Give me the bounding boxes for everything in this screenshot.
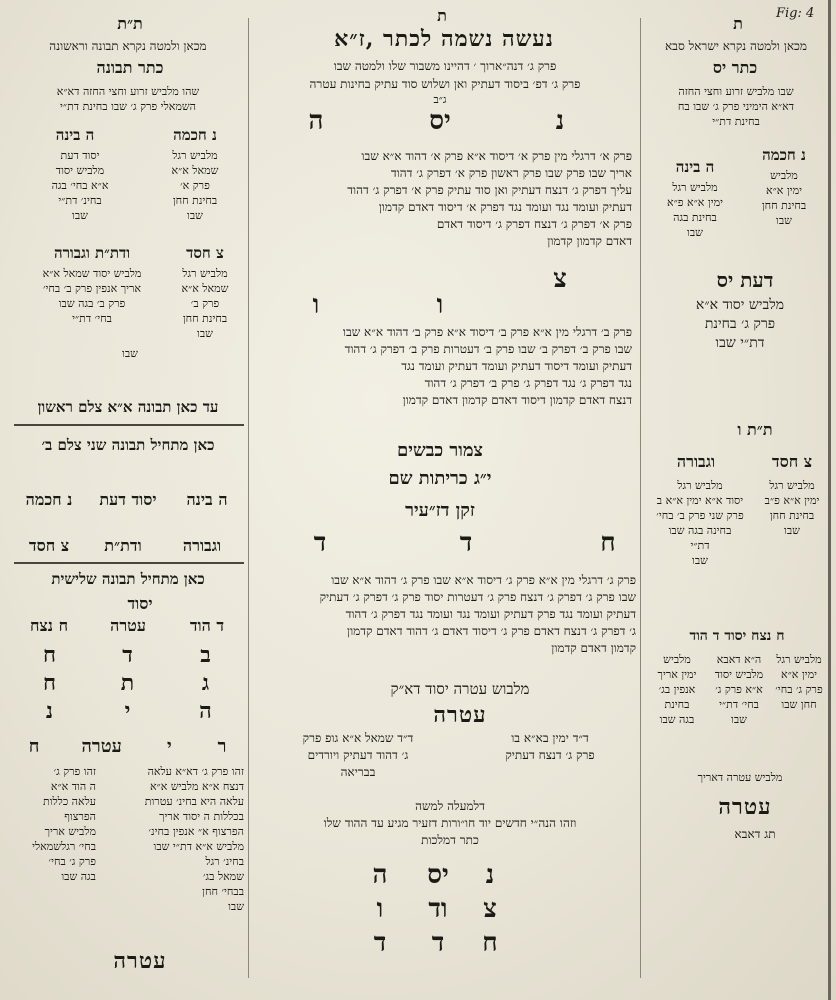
- letter: ח: [482, 928, 498, 958]
- text-line: בחי׳ דת״י: [719, 698, 759, 711]
- text-line: מלביש יסוד: [55, 164, 105, 177]
- row-cell: עטרה: [110, 616, 146, 635]
- text-line: בחינת חחן: [769, 509, 815, 522]
- left-col-b-text: [98, 764, 244, 914]
- text-line: א״א בחי׳ בגה: [51, 179, 109, 192]
- text-line: בחינת חחן: [172, 194, 218, 207]
- atara-left-text: [268, 730, 448, 781]
- text-line: מלביש רגל: [769, 479, 815, 492]
- text-line: בחינת: [664, 698, 690, 711]
- left-yesod-head: יסוד: [127, 594, 153, 613]
- text-line: שבו: [731, 713, 747, 726]
- text-line: יסוד א״א ימין א״א ב: [656, 494, 744, 507]
- text-line: השמאלי פרק ג׳ שבו בחינת דת״י: [60, 100, 196, 113]
- text-line: בחי׳ דת״י: [72, 312, 112, 325]
- text-line: דנצח א״א מלביש א״א: [149, 780, 244, 793]
- row-cell: י: [166, 736, 172, 757]
- row-cell: ח נצח: [29, 616, 69, 635]
- text-line: ג׳ דהוד דעתיק ויורדים: [307, 748, 409, 762]
- text-line: דעתיק ועומד נגד פרק דעתיק ועומד נגד ועומד נגד דפרק ג׳ דהוד: [345, 607, 636, 621]
- text-line: שבו: [692, 554, 708, 567]
- right-title: כתר יס: [712, 58, 758, 77]
- text-line: ד״ד ימין בא״א בו: [511, 731, 589, 745]
- right-hochma-title: נ חכמה: [762, 146, 806, 164]
- letter: ד: [373, 928, 387, 958]
- text-line: שבו: [228, 900, 244, 913]
- text-line: פרק שני פרק ב׳ בחי׳: [656, 509, 744, 522]
- text-line: פרק ג׳ דנצח דעתיק: [505, 748, 595, 762]
- text-line: בחינה בגה שבו: [668, 524, 732, 537]
- text-line: פרק ב׳ דרגלי מין א״א פרק ב׳ דיסוד א״א פרק ב׳ דהוד א״א שבו: [342, 325, 632, 339]
- grid-cell: נ: [45, 698, 55, 724]
- center-block-2: [262, 324, 632, 409]
- letter: צ: [483, 894, 497, 924]
- text-line: דעתיק ועומד דיסוד דעתיק ועומד דעתיק ועומד נגד: [401, 359, 632, 373]
- letter: וד: [428, 894, 448, 924]
- left-grid-row-2: [24, 670, 232, 696]
- left-bina-text: [20, 148, 140, 223]
- right-gevura-title: וגבורה: [676, 452, 716, 471]
- center-letter-mid-c: ו: [436, 290, 444, 320]
- text-line: מלביש יסוד: [714, 668, 764, 681]
- text-line: שבו פרק ג׳ דפרק ג׳ דנצח פרק ג׳ דעטרות יסוד פרק ג׳ דפרק ג׳ דעתיק: [319, 590, 636, 604]
- left-hochma-title: נ חכמה: [173, 126, 217, 144]
- text-line: דא״א הימיני פרק ג׳ שבו בח: [677, 100, 795, 113]
- text-line: נגד דפרק ג׳ נגד דפרק ג׳ פרק ב׳ דפרק ג׳ דהוד: [424, 376, 632, 390]
- bottom-letters-left: [360, 858, 400, 960]
- text-line: אריך שבו פרק שבו פרק ראשון פרק א׳ דפרק ג׳ דהוד: [390, 166, 632, 180]
- text-line: מלביש אריך: [44, 825, 96, 838]
- text-line: מלביש יסוד א״א: [695, 297, 785, 313]
- center-letter-top-c: יס: [429, 106, 451, 136]
- figure-label: Fig: 4: [776, 6, 815, 21]
- right-line-1: מכאן ולמטה נקרא ישראל סבא: [664, 39, 808, 53]
- center-atara: עטרה: [433, 702, 487, 728]
- right-hesed-text: [756, 478, 828, 538]
- right-sub: [646, 84, 826, 129]
- row-cell: ודת״ת: [104, 536, 142, 555]
- left-hesed-title: צ חסד: [186, 244, 224, 262]
- center-block-1: [262, 148, 632, 250]
- center-letter-low-r: ח: [600, 528, 616, 558]
- text-line: חחן שבו: [781, 698, 817, 711]
- text-line: פרק ג׳ דרגלי מין א״א פרק ג׳ דיסוד א״א שבו פרק ג׳ דהוד א״א שבו: [331, 573, 636, 587]
- text-line: אנפין בג׳: [658, 683, 696, 696]
- right-atara: עטרה: [718, 794, 772, 820]
- right-yesod-text: [708, 652, 770, 727]
- text-line: ד״ד שמאל א״א גופ פרק: [302, 731, 414, 745]
- right-nhy-title: ח נצח יסוד ד הוד: [689, 628, 785, 644]
- right-netzach-text: [770, 652, 828, 712]
- right-daat-title: דעת יס: [716, 268, 774, 292]
- left-start-3: כאן מתחיל תבונה שלישית: [51, 570, 205, 588]
- left-line-1: מכאן ולמטה נקרא תבונה וראשונה: [49, 39, 207, 53]
- left-row-head: [14, 616, 242, 636]
- text-line: מלביש רגל: [182, 267, 228, 280]
- text-line: דאדם קדמון קדמון: [547, 234, 632, 248]
- left-end-1: עד כאן תבונה א״א צלם ראשון: [37, 398, 219, 416]
- center-block-3: [256, 572, 636, 657]
- text-line: בחינת חחן: [761, 199, 807, 212]
- bottom-letters-right: [470, 858, 510, 960]
- text-line: מלביש: [770, 169, 798, 182]
- left-sub: [14, 84, 242, 114]
- text-line: ימין א״א פ״ב: [764, 494, 820, 507]
- letter: ה: [372, 860, 388, 890]
- text-line: זהו פרק ג׳ דא״א עלאה: [147, 765, 244, 778]
- center-letter-mid-l: ו: [312, 290, 320, 320]
- text-line: הפרצוף א״ אנפין בחינ׳: [148, 825, 244, 838]
- right-atara-sub: תג דאבא: [734, 827, 776, 841]
- section-tzamar: צמור כבשים: [397, 440, 483, 461]
- text-line: בגה שבו: [61, 870, 96, 883]
- left-start-2: כאן מתחיל תבונה שני צלם ב׳: [41, 436, 215, 454]
- letter: יס: [427, 860, 449, 890]
- text-line: בחינ׳ רגל: [205, 855, 244, 868]
- right-bina-title: ה בינה: [675, 158, 715, 176]
- text-line: ימין א״א פ״א: [666, 196, 723, 209]
- text-line: דת״י: [690, 539, 710, 552]
- right-column-rule: [640, 18, 641, 978]
- left-hesed-text: [168, 266, 242, 341]
- text-line: ימין א״א: [781, 668, 817, 681]
- row-cell: ד הוד: [189, 616, 225, 635]
- text-line: דלמעלה למשה: [415, 799, 485, 813]
- right-marker: ת: [733, 14, 743, 33]
- text-line: קדמון דאדם קדמון: [551, 641, 636, 655]
- center-letter-low-c: ד: [459, 528, 473, 558]
- grid-cell: ג: [201, 670, 211, 696]
- text-line: בחינת דת״י: [712, 115, 760, 128]
- text-line: דעתיק ועומד נגד ועומד נגד דפרק א׳ דיסוד דאדם קדמון: [378, 200, 632, 214]
- row-cell: צ חסד: [28, 536, 70, 555]
- grid-cell: ת: [120, 670, 136, 696]
- letter: נ: [485, 860, 495, 890]
- left-title: כתר תבונה: [96, 58, 164, 77]
- text-line: פרק ב׳: [190, 297, 220, 310]
- right-hesed-title: צ חסד: [771, 452, 813, 471]
- text-line: ה הוד א״א: [50, 780, 96, 793]
- row-cell: ה בינה: [186, 490, 228, 509]
- left-marker: ת״ת: [117, 14, 143, 33]
- center-letter-top-r: נ: [555, 106, 565, 136]
- text-line: שמאל בג׳: [202, 870, 244, 883]
- left-col-a-text: [14, 764, 96, 884]
- text-line: מלביש רגל: [677, 479, 723, 492]
- text-line: שבו: [687, 226, 703, 239]
- text-line: ימין א״א: [766, 184, 802, 197]
- atara-right-text: [470, 730, 630, 764]
- text-line: וזהו הנה״י חדשים יוד חו״ורות דזעיר מגיע עד ההוד שלו: [323, 816, 577, 830]
- left-row-2b: [14, 536, 242, 556]
- center-letter-low-l: ד: [313, 528, 327, 558]
- grid-cell: ב: [200, 642, 212, 668]
- text-line: פרק ג׳ בחי׳: [48, 855, 96, 868]
- text-line: א״א פרק ג׳: [715, 683, 763, 696]
- text-line: שבו: [187, 209, 203, 222]
- left-grid-row-1: [24, 642, 232, 668]
- text-line: שהו מלביש זרוע וחצי החזה דא״א: [56, 85, 200, 98]
- center-marks: ג״ב: [433, 93, 447, 106]
- left-bina-title: ה בינה: [55, 126, 95, 144]
- text-line: בגה שבו: [659, 713, 695, 726]
- grid-cell: י: [124, 698, 132, 724]
- center-marker: ת: [437, 6, 447, 25]
- text-line: ימין אריך: [657, 668, 697, 681]
- text-line: פרק א׳ דרגלי מין פרק א׳ דיסוד א״א פרק א׳ דהוד א״א שבו: [361, 149, 632, 163]
- row-cell: עטרה: [81, 736, 122, 757]
- text-line: שמאל א״א: [181, 282, 229, 295]
- left-row-2a: [14, 490, 242, 510]
- text-line: אריך אנפין פרק ב׳ בחי׳: [42, 282, 142, 295]
- text-line: בחי׳ רגלשמאלי: [32, 840, 96, 853]
- text-line: דת״י שבו: [715, 335, 765, 351]
- text-line: מלביש יסוד שמאל א״א: [42, 267, 142, 280]
- text-line: שבו: [197, 327, 213, 340]
- right-hod-text: [646, 652, 708, 727]
- section-krisut: י״ג כריתות שם: [388, 468, 492, 489]
- text-line: שבו: [784, 524, 800, 537]
- left-atara-bottom: עטרה: [113, 948, 167, 974]
- text-line: עלאה כללות: [43, 795, 96, 808]
- text-line: שמאל א״א: [171, 164, 219, 177]
- center-title: נעשה נשמה לכתר ,ז״א: [334, 26, 554, 52]
- text-line: פרק א׳: [180, 179, 210, 192]
- bottom-note: [270, 798, 630, 849]
- letter: ו: [376, 894, 384, 924]
- left-hochma-text: [148, 148, 242, 223]
- text-line: ה״א דאבא: [716, 653, 762, 666]
- grid-cell: ה: [199, 698, 213, 724]
- row-cell: נ חכמה: [25, 490, 73, 509]
- left-gevura-text: [18, 266, 166, 326]
- text-line: מלביש: [663, 653, 691, 666]
- right-gevura-text: [646, 478, 754, 568]
- text-line: בכללות ה יסוד אריך: [159, 810, 244, 823]
- text-line: הפרצוף: [64, 810, 96, 823]
- letter: ד: [431, 928, 445, 958]
- text-line: עליך דפרק ג׳ דנצח דעתיק ואן סוד עתיק פרק א׳ דפרק ג׳ דהוד: [347, 183, 632, 197]
- text-line: פרק א׳ דפרק ג׳ דנצח דפרק ג׳ דיסוד דאדם: [436, 217, 632, 231]
- text-line: שבו: [72, 209, 88, 222]
- text-line: פרק ב׳ בגה שבו: [58, 297, 126, 310]
- left-column-rule: [248, 18, 249, 978]
- text-line: שבו מלביש זרוע וחצי החזה: [678, 85, 794, 98]
- grid-cell: ח: [42, 670, 58, 696]
- row-cell: ר: [217, 736, 227, 757]
- right-malbush: מלביש עטרה דאריך: [697, 771, 783, 784]
- right-ttv: ת״ת ו: [737, 420, 773, 439]
- text-line: מלביש רגל: [172, 149, 218, 162]
- text-line: בבריאה: [340, 765, 376, 779]
- left-row-bottom-head: [14, 736, 242, 757]
- text-line: כתר דמלכות: [421, 833, 479, 847]
- row-cell: וגבורה: [182, 536, 222, 555]
- center-line-2: פרק ג׳ דפ׳ ביסוד דעתיק ואן ושלוש סוד עתיק בחינות עטרה: [309, 77, 581, 91]
- divider: [14, 424, 244, 426]
- center-line-1: פרק ג׳ דנה״ארוך ׳ דהיינו משבור שלו ולמטה שבו: [333, 59, 557, 73]
- text-line: דנצח דאדם קדמון דיסוד דאדם קדמון דאדם קדמון: [402, 393, 632, 407]
- right-daat-text: [660, 296, 820, 353]
- zqn-title: זקן דז״עיר: [405, 500, 475, 521]
- right-edge-rule: [828, 0, 831, 1000]
- right-hochma-text: [742, 168, 826, 228]
- text-line: ג׳ דפרק ג׳ דנצח דאדם פרק ג׳ דיסוד דאדם ג׳ דהוד דאדם קדמון: [347, 624, 636, 638]
- text-line: בבחי׳ חחן: [202, 885, 244, 898]
- center-letter-mid-r: צ: [553, 264, 567, 294]
- left-shevo: שבו: [122, 347, 138, 360]
- left-grid-row-3: [24, 698, 232, 724]
- text-line: בחינ׳ דת״י: [58, 194, 102, 207]
- row-cell: ח: [28, 736, 40, 757]
- text-line: בחינת חחן: [182, 312, 228, 325]
- text-line: שבו פרק ב׳ דפרק ב׳ שבו פרק ב׳ דעטרות פרק ב׳ דפרק ג׳ דהוד: [344, 342, 632, 356]
- row-cell: יסוד דעת: [99, 490, 157, 509]
- text-line: מלביש רגל: [776, 653, 822, 666]
- text-line: עלאה היא בחינ׳ עטרות: [144, 795, 244, 808]
- left-gevura-title: ודת״ת וגבורה: [53, 244, 131, 262]
- malbush-atara-line: מלבוש עטרה יסוד דא״ק: [390, 680, 530, 698]
- bottom-letters-center: [408, 858, 468, 960]
- text-line: מלביש א״א דת״י שבו: [153, 840, 244, 853]
- center-letter-top-l: ה: [308, 106, 324, 136]
- grid-cell: ח: [42, 642, 58, 668]
- text-line: מלביש רגל: [672, 181, 718, 194]
- right-bina-text: [650, 180, 740, 240]
- text-line: פרק ג׳ בחי׳: [775, 683, 823, 696]
- text-line: שבו: [776, 214, 792, 227]
- divider: [14, 562, 244, 564]
- text-line: יסוד דעת: [60, 149, 100, 162]
- text-line: זהו פרק ג׳: [53, 765, 96, 778]
- text-line: בחינת בגה: [673, 211, 717, 224]
- grid-cell: ד: [122, 642, 134, 668]
- text-line: פרק ג׳ בחינת: [704, 316, 776, 332]
